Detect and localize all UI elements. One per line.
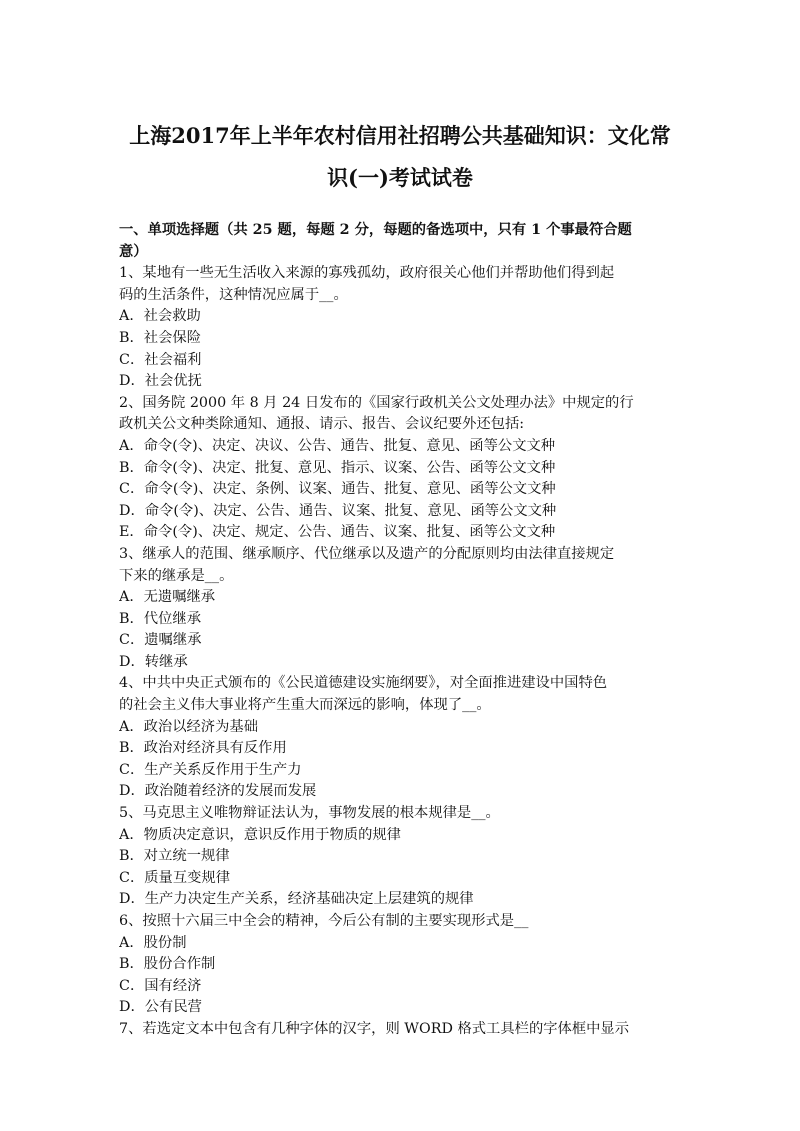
- text-line: D．公有民营: [119, 999, 202, 1016]
- text-line: B．政治对经济具有反作用: [119, 740, 287, 757]
- document-title-line-1: 上海2017年上半年农村信用社招聘公共基础知识：文化常: [129, 123, 671, 148]
- text-line: C．遗嘱继承: [119, 632, 202, 649]
- text-line: 3、继承人的范围、继承顺序、代位继承以及遗产的分配原则均由法律直接规定: [119, 545, 615, 562]
- text-line: 5、马克思主义唯物辩证法认为，事物发展的根本规律是__。: [119, 805, 500, 822]
- text-line: D．生产力决定生产关系，经济基础决定上层建筑的规律: [119, 891, 474, 908]
- text-line: B．对立统一规律: [119, 848, 230, 865]
- text-line: 7、若选定文本中包含有几种字体的汉字，则 WORD 格式工具栏的字体框中显示: [119, 1020, 630, 1037]
- text-line: B．代位继承: [119, 610, 201, 627]
- text-line: C．生产关系反作用于生产力: [119, 761, 302, 778]
- document-title-line-2: 识(一)考试试卷: [327, 165, 473, 190]
- text-line: 的社会主义伟大事业将产生重大而深远的影响，体现了__。: [119, 697, 491, 714]
- text-line: A．股份制: [119, 934, 187, 951]
- text-line: A．命令(令)、决定、决议、公告、通告、批复、意见、函等公文文种: [119, 437, 556, 454]
- text-line: C．命令(令)、决定、条例、议案、通告、批复、意见、函等公文文种: [119, 481, 556, 498]
- text-line: C．国有经济: [119, 977, 202, 994]
- document-body: [119, 220, 684, 1041]
- text-line: D．社会优抚: [119, 373, 202, 390]
- text-line: B．社会保险: [119, 329, 201, 346]
- text-line: C．社会福利: [119, 351, 202, 368]
- section-heading-line: 一、单项选择题（共 25 题，每题 2 分，每题的备选项中，只有 1 个事最符合题: [119, 222, 632, 238]
- text-line: E．命令(令)、决定、规定、公告、通告、议案、批复、函等公文文种: [119, 524, 556, 541]
- text-line: A．社会救助: [119, 308, 201, 325]
- section-heading-line: 意）: [119, 243, 148, 260]
- text-line: A．物质决定意识，意识反作用于物质的规律: [119, 826, 401, 843]
- text-line: D．政治随着经济的发展而发展: [119, 783, 317, 800]
- text-line: B．命令(令)、决定、批复、意见、指示、议案、公告、函等公文文种: [119, 459, 556, 476]
- text-line: 1、某地有一些无生活收入来源的寡残孤幼，政府很关心他们并帮助他们得到起: [119, 265, 615, 282]
- text-line: 政机关公文种类除通知、通报、请示、报告、会议纪要外还包括:: [119, 416, 525, 433]
- text-line: 码的生活条件，这种情况应属于__。: [119, 286, 348, 303]
- text-line: C．质量互变规律: [119, 869, 231, 886]
- text-line: 6、按照十六届三中全会的精神，今后公有制的主要实现形式是__: [119, 913, 529, 929]
- text-line: D．转继承: [119, 653, 188, 670]
- text-line: 4、中共中央正式颁布的《公民道德建设实施纲要》，对全面推进建设中国特色: [119, 675, 608, 692]
- text-line: B．股份合作制: [119, 956, 216, 973]
- text-line: 下来的继承是__。: [119, 567, 234, 584]
- text-line: D．命令(令)、决定、公告、通告、议案、批复、意见、函等公文文种: [119, 502, 557, 519]
- text-line: A．政治以经济为基础: [119, 718, 258, 735]
- text-line: A．无遗嘱继承: [119, 589, 216, 606]
- text-line: 2、国务院 2000 年 8 月 24 日发布的《国家行政机关公文处理办法》中规定的行: [119, 394, 634, 411]
